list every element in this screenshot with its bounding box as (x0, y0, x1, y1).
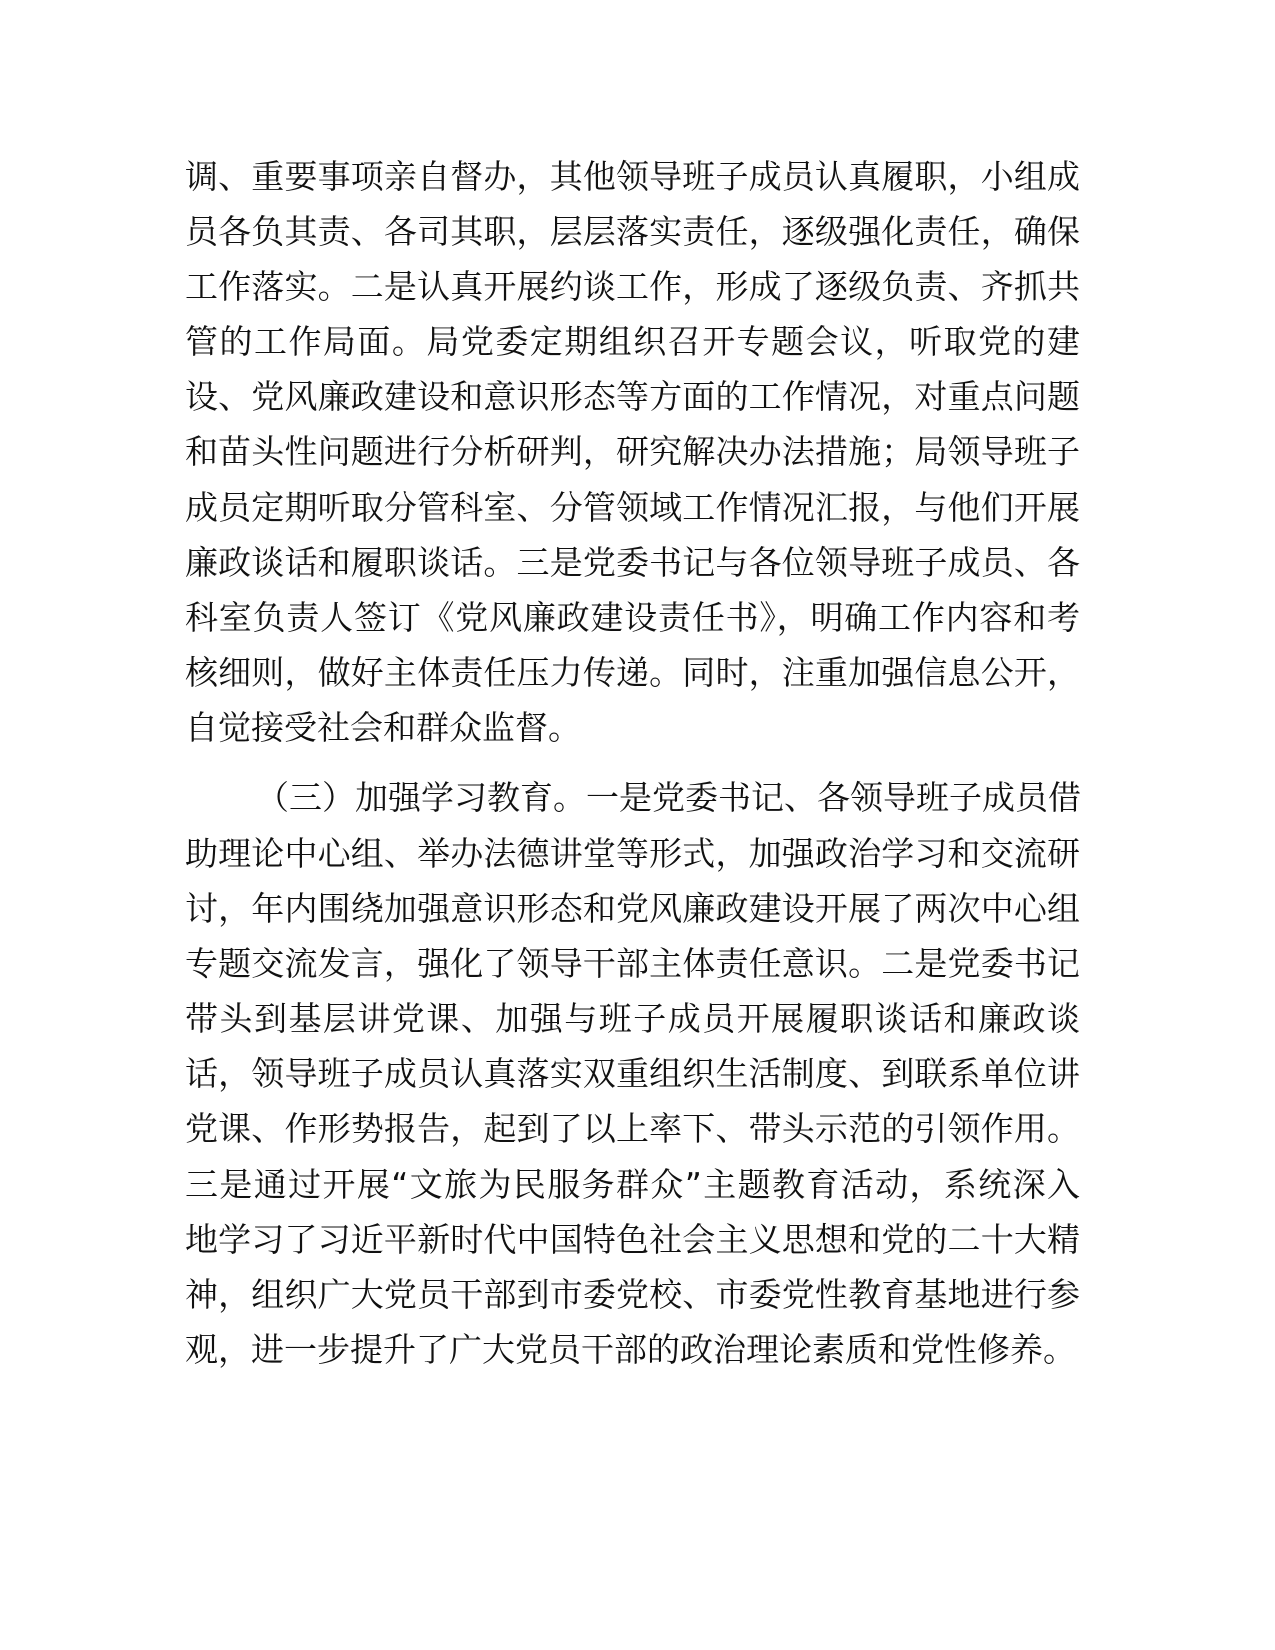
text-line: 专题交流发言，强化了领导干部主体责任意识。二是党委书记 (185, 944, 1080, 983)
text-line: 神，组织广大党员干部到市委党校、市委党性教育基地进行参 (185, 1275, 1080, 1314)
text-line: 工作落实。二是认真开展约谈工作，形成了逐级负责、齐抓共 (185, 267, 1080, 306)
text-line: 话，领导班子成员认真落实双重组织生活制度、到联系单位讲 (185, 1054, 1080, 1093)
text-line: 带头到基层讲党课、加强与班子成员开展履职谈话和廉政谈 (185, 999, 1080, 1038)
section-heading-line: （三）加强学习教育。一是党委书记、各领导班子成员借 (256, 778, 1081, 817)
text-line: 三是通过开展“文旅为民服务群众”主题教育活动，系统深入 (185, 1165, 1080, 1204)
text-line: 讨，年内围绕加强意识形态和党风廉政建设开展了两次中心组 (185, 889, 1080, 928)
text-line: 调、重要事项亲自督办，其他领导班子成员认真履职，小组成 (185, 157, 1080, 196)
text-line: 成员定期听取分管科室、分管领域工作情况汇报，与他们开展 (185, 488, 1080, 527)
text-line: 观，进一步提升了广大党员干部的政治理论素质和党性修养。 (185, 1330, 1076, 1369)
text-line: 核细则，做好主体责任压力传递。同时，注重加强信息公开， (185, 653, 1080, 692)
text-line: 管的工作局面。局党委定期组织召开专题会议，听取党的建 (185, 322, 1080, 361)
text-line: 党课、作形势报告，起到了以上率下、带头示范的引领作用。 (185, 1109, 1080, 1148)
text-line: 和苗头性问题进行分析研判，研究解决办法措施；局领导班子 (185, 432, 1080, 471)
text-line: 廉政谈话和履职谈话。三是党委书记与各位领导班子成员、各 (185, 543, 1080, 582)
text-line: 地学习了习近平新时代中国特色社会主义思想和党的二十大精 (185, 1220, 1080, 1259)
text-line: 科室负责人签订《党风廉政建设责任书》，明确工作内容和考 (185, 598, 1080, 637)
text-line: 自觉接受社会和群众监督。 (185, 708, 581, 747)
text-line: 员各负其责、各司其职，层层落实责任，逐级强化责任，确保 (185, 212, 1080, 251)
text-line: 设、党风廉政建设和意识形态等方面的工作情况，对重点问题 (185, 377, 1080, 416)
text-line: 助理论中心组、举办法德讲堂等形式，加强政治学习和交流研 (185, 834, 1080, 873)
